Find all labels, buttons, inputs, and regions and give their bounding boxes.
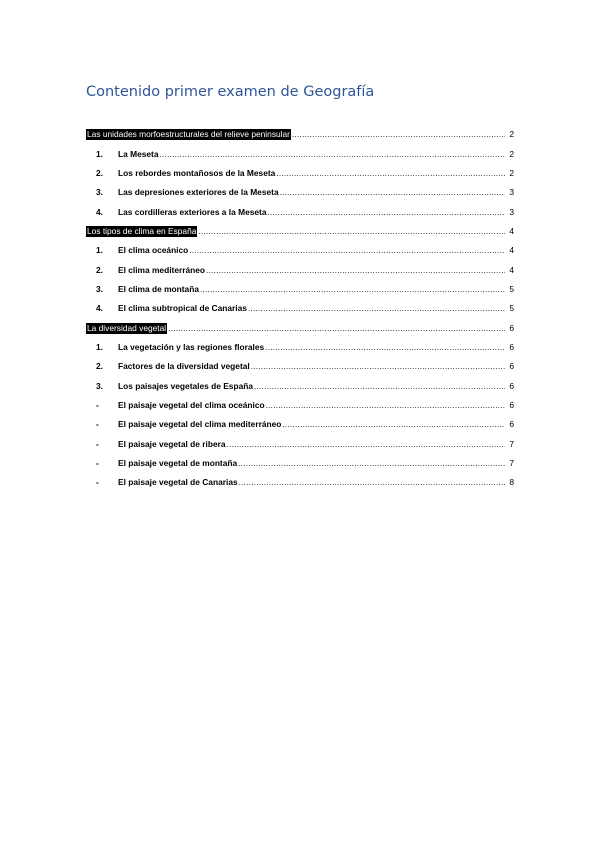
toc-entry-label: El paisaje vegetal del clima mediterráneo (118, 419, 282, 430)
toc-entry-label: Las unidades morfoestructurales del relieve peninsular (87, 129, 290, 140)
toc-entry-label: Los rebordes montañosos de la Meseta (118, 167, 276, 178)
toc-entry[interactable] (86, 280, 514, 299)
toc-page-number: 5 (509, 283, 514, 294)
dot-leader (276, 168, 505, 179)
toc-entry[interactable] (86, 396, 514, 415)
dot-leader (268, 207, 505, 218)
toc-entry-number: 1. (96, 341, 103, 352)
dot-leader (198, 226, 505, 237)
toc-page-number: 4 (509, 245, 514, 256)
toc-entry-number: 1. (96, 245, 103, 256)
toc-entry[interactable] (86, 202, 514, 221)
toc-entry-label: La Meseta (118, 148, 159, 159)
dot-leader (200, 284, 505, 295)
toc-entry[interactable] (86, 473, 514, 492)
toc-entry-section[interactable] (86, 125, 514, 144)
toc-entry-bullet: - (96, 477, 99, 488)
toc-entry-label: La diversidad vegetal (87, 322, 167, 333)
dot-leader (265, 342, 505, 353)
toc-page-number: 2 (509, 148, 514, 159)
toc-entry-label: Factores de la diversidad vegetal (118, 361, 250, 372)
toc-entry-number: 4. (96, 206, 103, 217)
toc-entry-bullet: - (96, 399, 99, 410)
toc-entry-label: Los paisajes vegetales de España (118, 380, 253, 391)
toc-entry-bullet: - (96, 419, 99, 430)
toc-entry-label: Los tipos de clima en España (87, 225, 197, 236)
toc-entry-bullet: - (96, 438, 99, 449)
toc-entry-label: El paisaje vegetal del clima oceánico (118, 399, 265, 410)
toc-page-number: 6 (509, 399, 514, 410)
toc-entry[interactable] (86, 144, 514, 163)
toc-entry-label: El paisaje vegetal de Canarias (118, 477, 238, 488)
toc-entry[interactable] (86, 357, 514, 376)
dot-leader (254, 381, 505, 392)
dot-leader (292, 129, 505, 140)
dot-leader (168, 323, 505, 334)
toc-page-number: 4 (509, 264, 514, 275)
toc-entry-label: El clima mediterráneo (118, 264, 206, 275)
dot-leader (227, 439, 505, 450)
dot-leader (248, 303, 505, 314)
toc-page-number: 8 (509, 477, 514, 488)
toc-page-number: 4 (509, 225, 514, 236)
toc-entry-number: 2. (96, 361, 103, 372)
toc-entry[interactable] (86, 299, 514, 318)
toc-entry[interactable] (86, 435, 514, 454)
toc-entry-number: 1. (96, 148, 103, 159)
toc-entry[interactable] (86, 454, 514, 473)
table-of-contents (86, 125, 514, 493)
toc-entry-label: La vegetación y las regiones florales (118, 341, 265, 352)
toc-entry-number: 3. (96, 380, 103, 391)
toc-entry[interactable] (86, 183, 514, 202)
toc-page-number: 5 (509, 303, 514, 314)
toc-entry-number: 3. (96, 187, 103, 198)
toc-entry-label: Las depresiones exteriores de la Meseta (118, 187, 279, 198)
toc-entry-label: El clima de montaña (118, 283, 199, 294)
toc-entry-label: Las cordilleras exteriores a la Meseta (118, 206, 267, 217)
toc-entry[interactable] (86, 376, 514, 395)
toc-page-number: 2 (509, 129, 514, 140)
toc-page-number: 6 (509, 380, 514, 391)
dot-leader (282, 419, 505, 430)
toc-entry-label: El clima subtropical de Canarias (118, 303, 247, 314)
toc-entry-section[interactable] (86, 222, 514, 241)
dot-leader (239, 477, 505, 488)
toc-entry-label: El paisaje vegetal de montaña (118, 458, 238, 469)
toc-entry-number: 2. (96, 264, 103, 275)
toc-entry[interactable] (86, 338, 514, 357)
toc-entry-label: El paisaje vegetal de ribera (118, 438, 226, 449)
toc-entry[interactable] (86, 260, 514, 279)
toc-entry-number: 3. (96, 283, 103, 294)
toc-page-number: 3 (509, 206, 514, 217)
dot-leader (206, 265, 505, 276)
toc-page-number: 7 (509, 438, 514, 449)
document-title: Contenido primer examen de Geografía (86, 84, 375, 100)
dot-leader (238, 458, 505, 469)
dot-leader (160, 149, 506, 160)
toc-entry-bullet: - (96, 458, 99, 469)
toc-entry-number: 4. (96, 303, 103, 314)
toc-page-number: 2 (509, 167, 514, 178)
dot-leader (266, 400, 505, 411)
toc-entry-number: 2. (96, 167, 103, 178)
toc-page-number: 7 (509, 458, 514, 469)
toc-page-number: 6 (509, 419, 514, 430)
toc-page-number: 6 (509, 341, 514, 352)
toc-page-number: 3 (509, 187, 514, 198)
dot-leader (189, 245, 505, 256)
toc-page-number: 6 (509, 322, 514, 333)
toc-entry[interactable] (86, 164, 514, 183)
toc-entry-label: El clima oceánico (118, 245, 189, 256)
toc-entry-section[interactable] (86, 318, 514, 337)
toc-entry[interactable] (86, 241, 514, 260)
dot-leader (251, 361, 505, 372)
dot-leader (280, 187, 505, 198)
toc-page-number: 6 (509, 361, 514, 372)
toc-entry[interactable] (86, 415, 514, 434)
